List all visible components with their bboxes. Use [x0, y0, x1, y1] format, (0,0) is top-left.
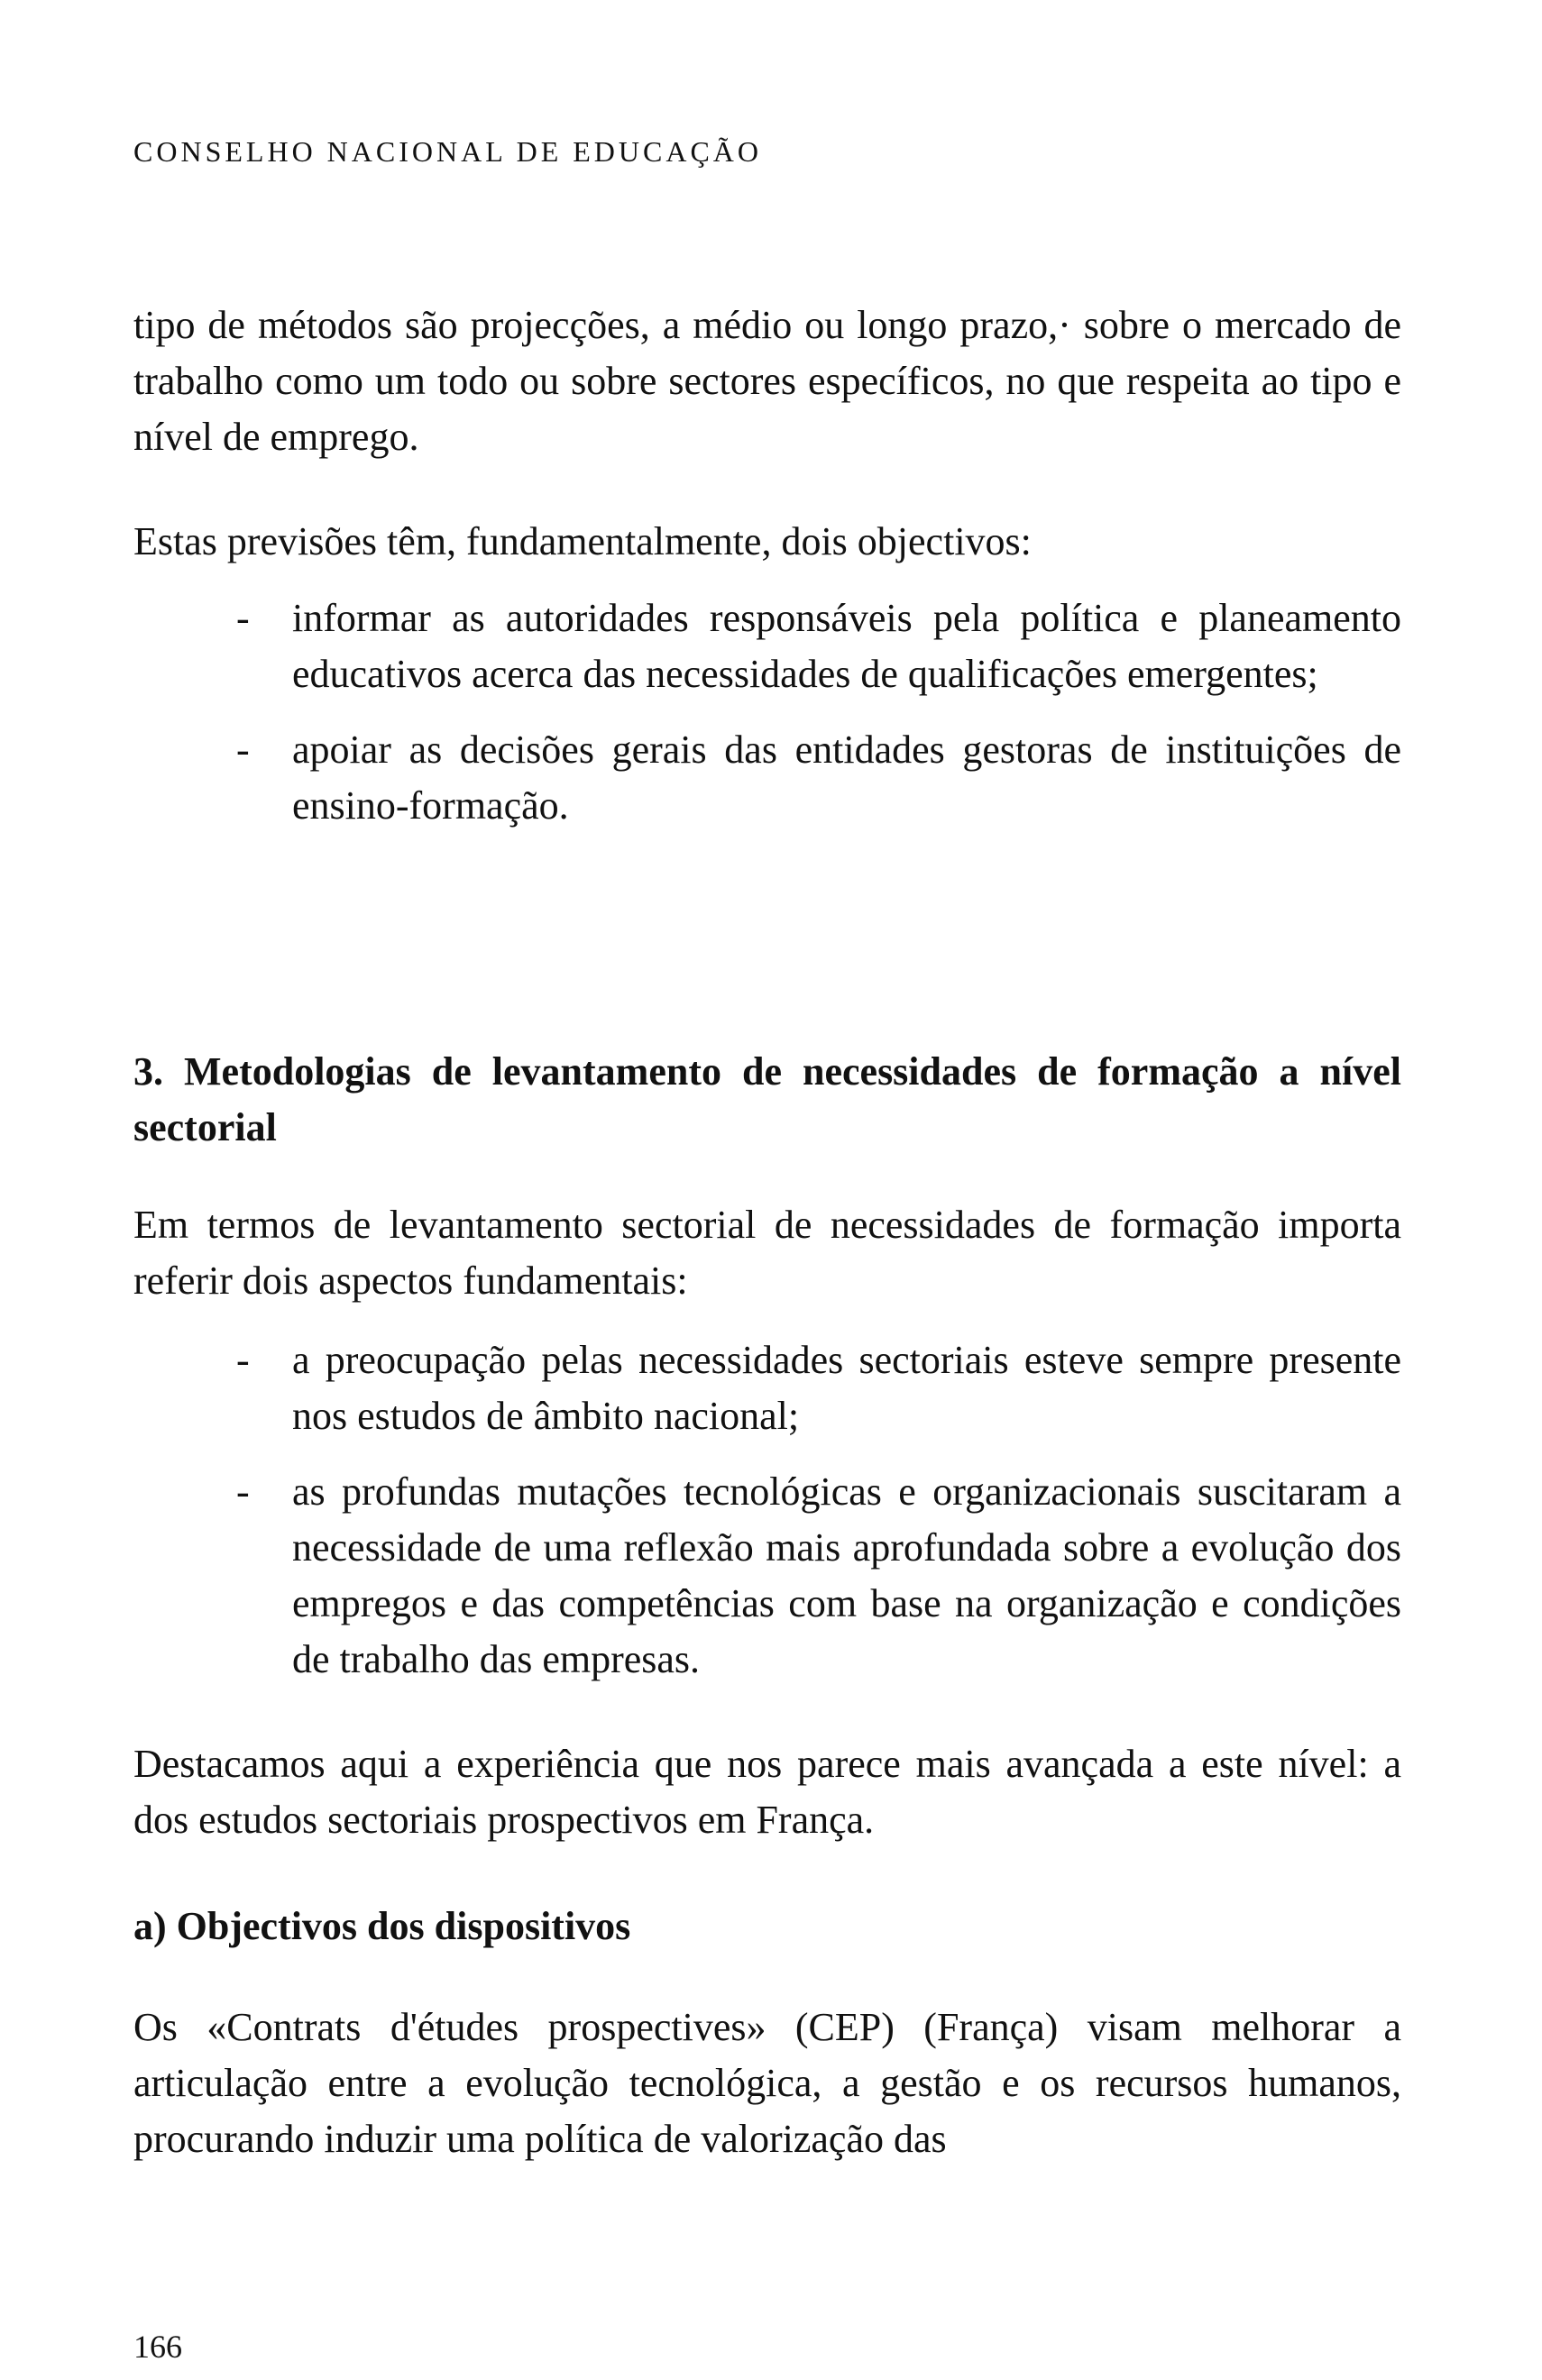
section-heading: 3. Metodologias de levantamento de necessidades de formação a nível sectorial — [133, 1049, 1401, 1149]
running-header: CONSELHO NACIONAL DE EDUCAÇÃO — [133, 135, 763, 168]
paragraph-1: tipo de métodos são projecções, a médio ou longo prazo,· sobre o mercado de trabalho como um todo ou sobre sectores específicos, no que respeita ao tipo e nível de emprego. — [133, 303, 1401, 459]
page-number: 166 — [133, 2329, 182, 2365]
list-dash: - — [236, 596, 250, 640]
paragraph-2: Estas previsões têm, fundamentalmente, dois objectivos: — [133, 519, 1032, 563]
paragraph-3: Em termos de levantamento sectorial de necessidades de formação importa referir dois aspectos fundamentais: — [133, 1203, 1401, 1303]
list-dash: - — [236, 1338, 250, 1382]
list-item-text: as profundas mutações tecnológicas e organizacionais suscitaram a necessidade de uma reflexão mais aprofundada sobre a evolução dos empregos e das competências com base na organização e condições de trabalho das empresas. — [292, 1469, 1401, 1681]
list-dash: - — [236, 1469, 250, 1514]
aspects-list — [133, 1332, 1401, 1688]
paragraph-5: Os «Contrats d'études prospectives» (CEP) (França) visam melhorar a articulação entre a evolução tecnológica, a gestão e os recursos humanos, procurando induzir uma política de valorização das — [133, 2005, 1401, 2161]
list-item-text: a preocupação pelas necessidades sectoriais esteve sempre presente nos estudos de âmbito nacional; — [292, 1338, 1401, 1438]
list-item — [133, 1464, 1401, 1688]
objectives-list — [133, 590, 1401, 834]
list-dash: - — [236, 728, 250, 772]
subsection-heading: a) Objectivos dos dispositivos — [133, 1904, 631, 1948]
paragraph-4: Destacamos aqui a experiência que nos parece mais avançada a este nível: a dos estudos sectoriais prospectivos em França. — [133, 1742, 1401, 1842]
list-item — [133, 590, 1401, 702]
list-item — [133, 1332, 1401, 1444]
list-item — [133, 722, 1401, 834]
list-item-text: apoiar as decisões gerais das entidades gestoras de instituições de ensino-formação. — [292, 728, 1401, 828]
list-item-text: informar as autoridades responsáveis pela política e planeamento educativos acerca das necessidades de qualificações emergentes; — [292, 596, 1401, 696]
